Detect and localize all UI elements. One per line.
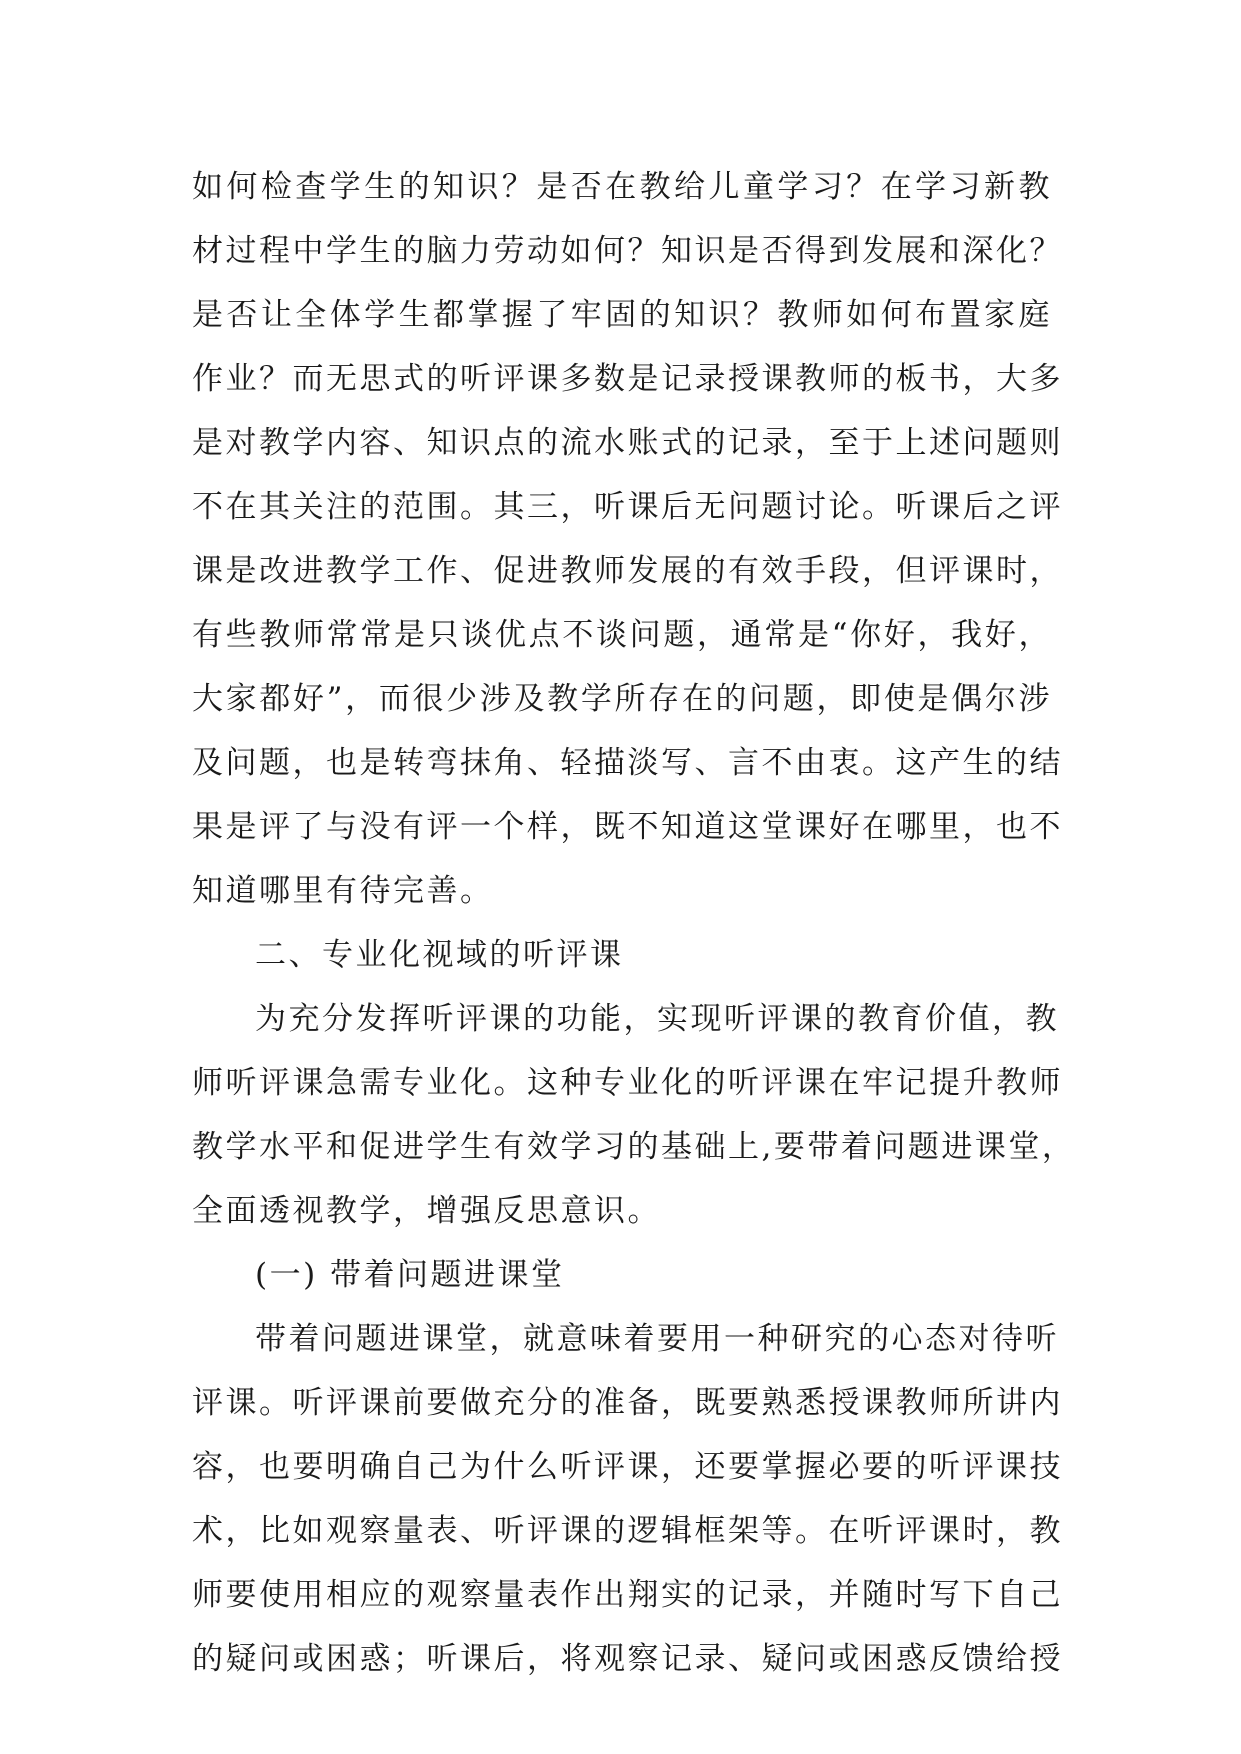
document-page	[192, 155, 1076, 1691]
text-line: 教学水平和促进学生有效学习的基础上,要带着问题进课堂，	[192, 1129, 1076, 1165]
text-line: 师听评课急需专业化。这种专业化的听评课在牢记提升教师	[192, 1065, 1063, 1101]
paragraph-3	[192, 1307, 1063, 1691]
text-line: 是对教学内容、知识点的流水账式的记录，至于上述问题则	[192, 425, 1063, 461]
text-line: 有些教师常常是只谈优点不谈问题，通常是“你好，我好，	[192, 617, 1052, 653]
text-line: 课是改进教学工作、促进教师发展的有效手段，但评课时，	[192, 553, 1063, 589]
text-line: 材过程中学生的脑力劳动如何？知识是否得到发展和深化？	[192, 233, 1063, 269]
heading-text: 二、专业化视域的听评课	[255, 937, 624, 973]
paragraph-2	[192, 987, 1076, 1243]
text-line: 带着问题进课堂，就意味着要用一种研究的心态对待听	[255, 1321, 1059, 1357]
paragraph-1	[192, 155, 1063, 923]
text-line: 不在其关注的范围。其三，听课后无问题讨论。听课后之评	[192, 489, 1063, 525]
text-line: 是否让全体学生都掌握了牢固的知识？教师如何布置家庭	[192, 297, 1052, 333]
text-line: 师要使用相应的观察量表作出翔实的记录，并随时写下自己	[192, 1577, 1063, 1613]
text-line: 果是评了与没有评一个样，既不知道这堂课好在哪里，也不	[192, 809, 1063, 845]
heading-text: (一) 带着问题进课堂	[255, 1257, 565, 1293]
text-line: 及问题，也是转弯抹角、轻描淡写、言不由衷。这产生的结	[192, 745, 1063, 781]
text-line: 术，比如观察量表、听评课的逻辑框架等。在听评课时，教	[192, 1513, 1063, 1549]
text-line: 为充分发挥听评课的功能，实现听评课的教育价值，教	[255, 1001, 1059, 1037]
text-line: 如何检查学生的知识？是否在教给儿童学习？在学习新教	[192, 169, 1052, 205]
text-line: 知道哪里有待完善。	[192, 873, 494, 909]
subsection-heading-1	[192, 1243, 1052, 1307]
section-heading-2	[192, 923, 1052, 987]
text-line: 作业？而无思式的听评课多数是记录授课教师的板书，大多	[192, 361, 1063, 397]
text-line: 容，也要明确自己为什么听评课，还要掌握必要的听评课技	[192, 1449, 1063, 1485]
text-line: 的疑问或困惑；听课后，将观察记录、疑问或困惑反馈给授	[192, 1641, 1063, 1677]
text-line: 大家都好”，而很少涉及教学所存在的问题，即使是偶尔涉	[192, 681, 1052, 717]
text-line: 全面透视教学，增强反思意识。	[192, 1193, 661, 1229]
text-line: 评课。听评课前要做充分的准备，既要熟悉授课教师所讲内	[192, 1385, 1063, 1421]
